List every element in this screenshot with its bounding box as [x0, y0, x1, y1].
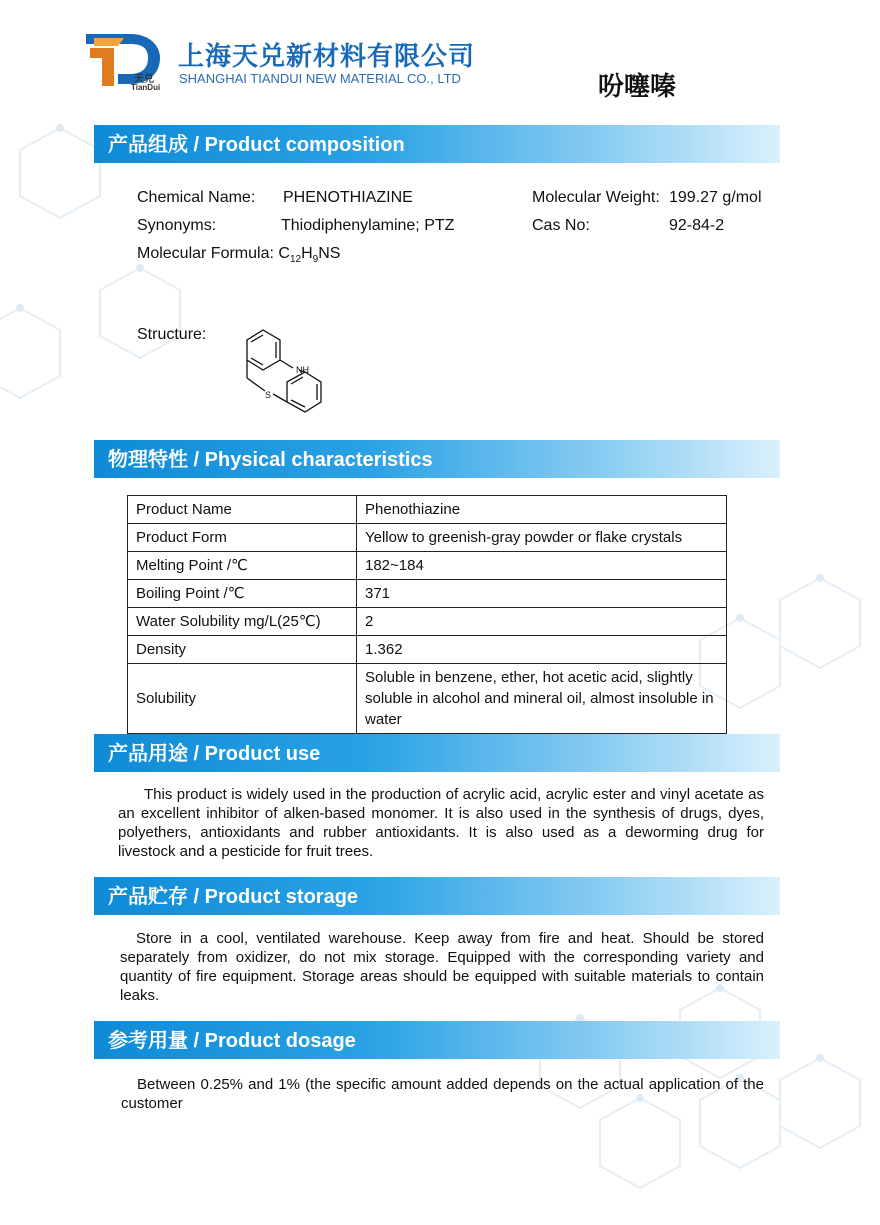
section-heading-en: / Physical characteristics — [188, 449, 433, 471]
phenothiazine-structure-diagram — [243, 326, 327, 430]
cas-label: Cas No: — [532, 217, 590, 234]
formula-rest: NS — [318, 245, 341, 262]
table-row — [128, 608, 727, 636]
table-cell-key: Product Form — [128, 524, 357, 552]
table-cell-value: 371 — [357, 580, 727, 608]
synonyms-label: Synonyms: — [137, 217, 217, 234]
structure-nh-label: NH — [296, 365, 309, 375]
table-cell-value: 2 — [357, 608, 727, 636]
logo-cn-text: 天兑 — [134, 74, 154, 85]
product-dosage-text: Between 0.25% and 1% (the specific amount added depends on the actual application of the customer — [121, 1076, 764, 1112]
molecular-weight-label: Molecular Weight: — [532, 189, 660, 206]
section-heading-cn: 产品组成 — [108, 132, 188, 156]
section-heading-en: / Product use — [188, 743, 321, 765]
chemical-name-value: PHENOTHIAZINE — [283, 189, 413, 206]
logo-en-text: TianDui — [131, 83, 161, 92]
company-name-en: SHANGHAI TIANDUI NEW MATERIAL CO., LTD — [179, 71, 461, 86]
section-heading-en: / Product storage — [188, 886, 359, 908]
table-cell-value: Phenothiazine — [357, 496, 727, 524]
physical-properties-table — [127, 495, 727, 734]
table-cell-key: Water Solubility mg/L(25℃) — [128, 608, 357, 636]
chemical-name-label: Chemical Name: — [137, 189, 256, 206]
section-heading-cn: 参考用量 — [108, 1028, 188, 1052]
table-cell-key: Product Name — [128, 496, 357, 524]
section-header-storage — [94, 877, 780, 915]
formula-c-sub: 12 — [289, 254, 302, 266]
table-row — [128, 636, 727, 664]
table-row — [128, 664, 727, 734]
table-cell-key: Solubility — [128, 664, 357, 734]
formula-h: H — [301, 245, 313, 262]
product-title: 吩噻嗪 — [598, 72, 677, 102]
table-row — [128, 552, 727, 580]
table-cell-key: Density — [128, 636, 357, 664]
company-name-cn: 上海天兑新材料有限公司 — [178, 42, 476, 72]
table-cell-value: 182~184 — [357, 552, 727, 580]
section-header-physical — [94, 440, 780, 478]
molecular-weight-value: 199.27 g/mol — [669, 189, 762, 206]
formula-value — [278, 245, 341, 266]
formula-row — [137, 245, 340, 265]
formula-label: Molecular Formula: — [137, 245, 274, 262]
section-heading-cn: 物理特性 — [108, 447, 188, 471]
section-header-use — [94, 734, 780, 772]
table-cell-key: Melting Point /℃ — [128, 552, 357, 580]
synonyms-value: Thiodiphenylamine; PTZ — [281, 217, 455, 234]
section-heading-en: / Product composition — [188, 134, 405, 156]
table-cell-key: Boiling Point /℃ — [128, 580, 357, 608]
formula-h-sub: 9 — [312, 254, 319, 266]
section-header-composition — [94, 125, 780, 163]
section-heading-cn: 产品用途 — [108, 741, 188, 765]
table-row — [128, 496, 727, 524]
table-cell-value: Soluble in benzene, ether, hot acetic acid, slightly soluble in alcohol and mineral oil, almost insoluble in water — [357, 664, 727, 734]
table-row — [128, 524, 727, 552]
table-cell-value: 1.362 — [357, 636, 727, 664]
table-row — [128, 580, 727, 608]
structure-s-label: S — [265, 390, 272, 400]
formula-c: C — [278, 245, 290, 262]
section-heading-en: / Product dosage — [188, 1030, 356, 1052]
cas-value: 92-84-2 — [669, 217, 725, 234]
section-heading-cn: 产品贮存 — [108, 884, 188, 908]
product-storage-text: Store in a cool, ventilated warehouse. Keep away from fire and heat. Should be stored separately from oxidizer, do not mix storage. Equipped with the corresponding variety and quantity of fire equipment. Storage areas should be equipped with suitable materials to contain leaks. — [120, 930, 764, 1004]
section-header-dosage — [94, 1021, 780, 1059]
structure-label: Structure: — [137, 326, 207, 343]
product-use-text: This product is widely used in the production of acrylic acid, acrylic ester and vinyl acetate as an excellent inhibitor of alken-based monomer. It is also used in the synthesis of drugs, dyes, polyethers, antioxidants and rubber antioxidants. It is also used as a deworming drug for livestock and a pesticide for fruit trees. — [118, 786, 764, 860]
table-cell-value: Yellow to greenish-gray powder or flake crystals — [357, 524, 727, 552]
